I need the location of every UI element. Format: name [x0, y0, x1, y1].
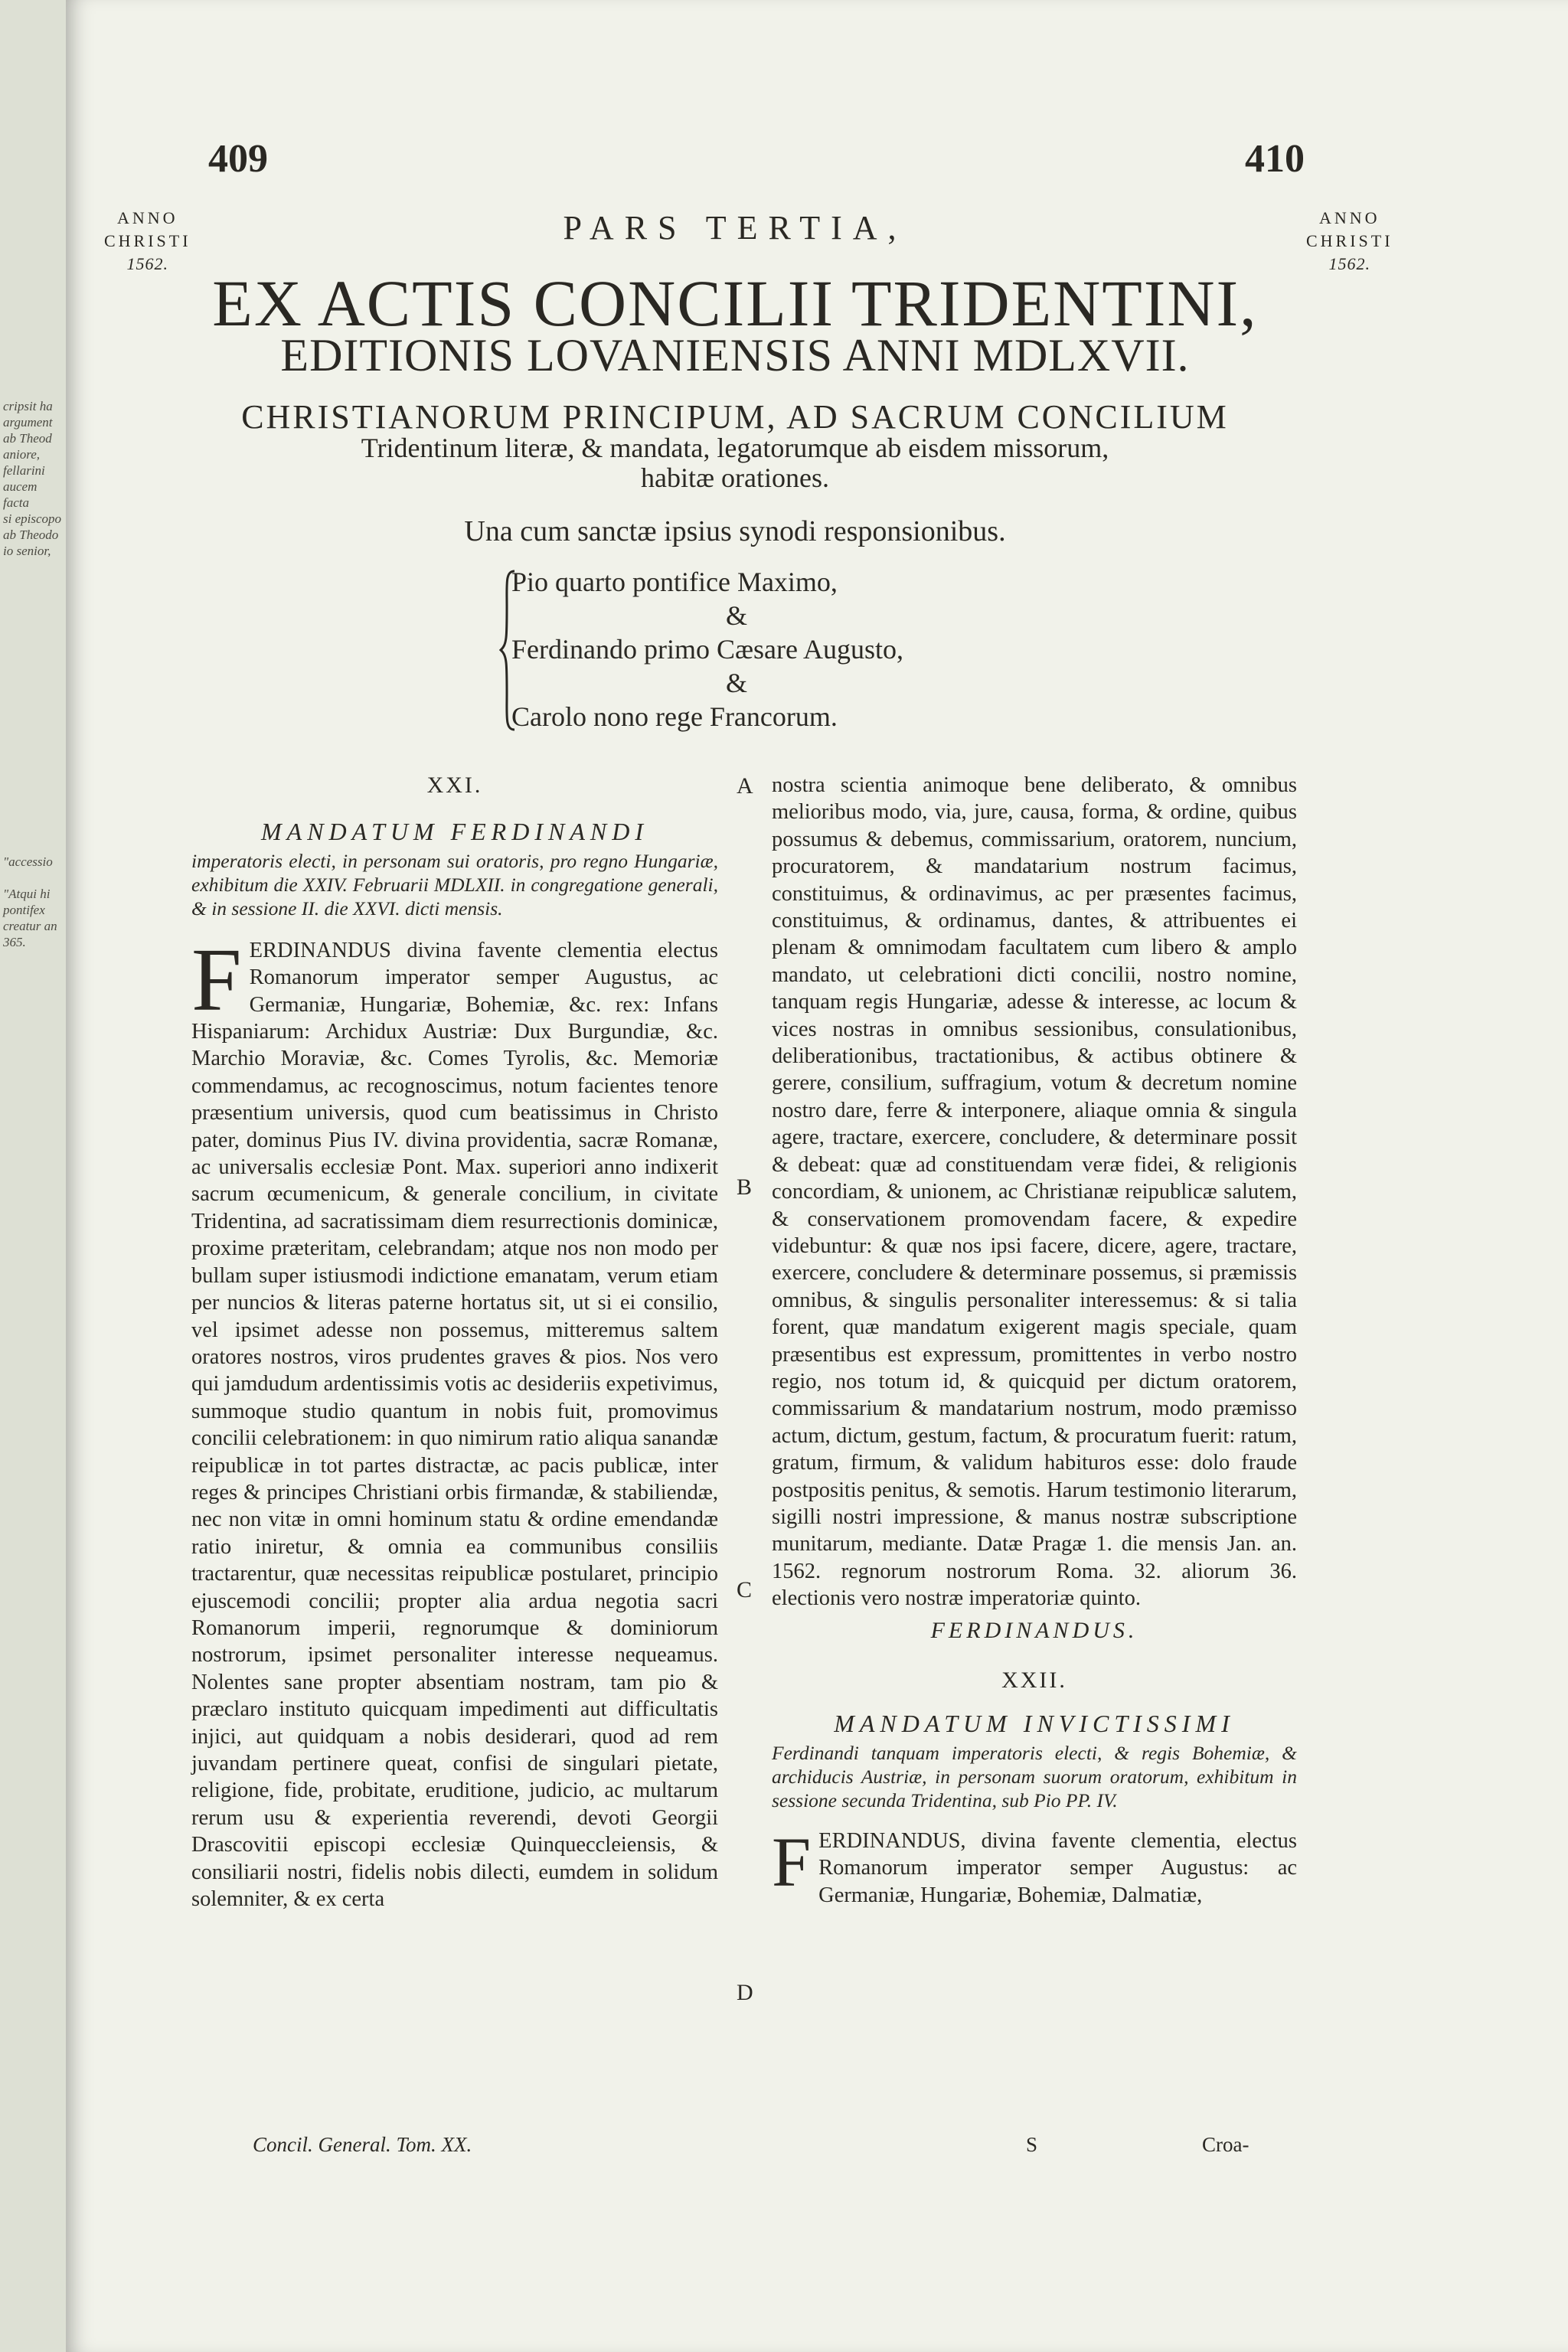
brace-carolus: Carolo nono rege Francorum.: [511, 701, 838, 732]
section-letter-c: C: [737, 1577, 753, 1602]
section-letter-d: D: [737, 1980, 753, 2005]
curly-brace-icon: [499, 568, 516, 733]
folio-left: 409: [208, 137, 268, 181]
signature-ferdinandus: FERDINANDUS.: [930, 1617, 1138, 1643]
brace-ferdinand: Ferdinando primo Cæsare Augusto,: [511, 634, 903, 665]
margin-note-top: cripsit ha argument ab Theod aniore, fellarini aucem facta si episcopo ab Theodo io senior,: [3, 399, 62, 558]
drop-cap-f: F: [191, 929, 242, 1030]
margin-note-middle: "accessio "Atqui hi pontifex creatur an 365.: [3, 854, 57, 949]
drop-cap-f-2: F: [772, 1822, 812, 1901]
folio-right: 410: [1245, 137, 1305, 181]
left-column: [191, 772, 718, 1913]
mandatum-heading-xxii: MANDATUM INVICTISSIMI: [834, 1710, 1235, 1738]
brace-pius: Pio quarto pontifice Maximo,: [511, 567, 838, 597]
brace-amp-1: &: [726, 600, 748, 631]
title-literae: Tridentinum literæ, & mandata, legatorumque ab eisdem missorum,: [361, 433, 1109, 463]
mandatum-heading-xxi: MANDATUM FERDINANDI: [261, 818, 648, 846]
title-principum: CHRISTIANORUM PRINCIPUM, AD SACRUM CONCILIUM: [241, 398, 1229, 436]
mandatum-body-xxii: [772, 1822, 1297, 1909]
anno-right-christi: CHRISTI: [1306, 231, 1393, 250]
addressees-brace: [511, 567, 903, 735]
right-column: [772, 772, 1297, 1909]
title-main: EX ACTIS CONCILII TRIDENTINI,: [212, 266, 1258, 340]
anno-left-christi: CHRISTI: [104, 231, 191, 250]
brace-amp-2: &: [726, 668, 748, 698]
section-letter-b: B: [737, 1174, 753, 1200]
mandatum-subheading-xxi: imperatoris electi, in personam sui oratoris, pro regno Hungariæ, exhibitum die XXIV. Februarii MDLXII. in congregatione generali, & in sessione II. die XXVI. dicti mensis.: [191, 849, 718, 920]
section-number-xxi: XXI.: [426, 773, 483, 798]
title-edition: EDITIONIS LOVANIENSIS ANNI MDLXVII.: [280, 330, 1190, 381]
body-text-continued: nostra scientia animoque bene deliberato, & omnibus melioribus modo, via, jure, causa, forma, & ordine, quibus possumus & debemus, commissarium, oratorem, nuncium, procuratorem, & mandatarium nostrum facimus, constituimus, & ordinavimus, ac per præsentes facimus, constituimus, & ordinamus, dantes, & attribuentes ei plenam & omnimodam facultatem cum libero & amplo mandato, ut celebrationi dicti concilii, nostro nomine, tanquam regis Hungariæ, adesse & interesse, ac locum & vices nostras in omnibus sessionibus, consulationibus, deliberationibus, tractationibus, & actibus obtinere & gerere, consilium, suffragium, votum & decretum nomine nostro dare, ferre & interponere, aliaque omnia & singula agere, tractare, exercere, concludere, & determinare possit & debeat: quæ ad constituendam veræ fidei, & religionis concordiam, & unionem, ac Christianæ reipublicæ salutem, & conservationem promovendam facere, & expedire videbuntur: & quæ nos ipsi facere, dicere, agere, tractare, exercere, concludere & determinare possemus, si præmissis omnibus, & singulis personaliter interessemus: & si talia forent, quæ mandatum exigerent magis speciale, quam præsentibus est expressum, promittentes in verbo nostro regio, nos totum id, & quicquid per dictum oratorem, commissarium & mandatarium nostrum, modo præmisso actum, dictum, gestum, factum, & procuratum fuerit: ratum, gratum, firmum, & validum habituros esse: dolo fraude postpositis penitus, & semotis. Harum testimonio literarum, sigilli nostri impressione, & manus nostræ subscriptione munitarum, mediante. Datæ Pragæ 1. die mensis Jan. an. 1562. regnorum nostrorum Roma. 32. aliorum 36. electionis vero nostræ imperatoriæ quinto.: [772, 773, 1297, 1611]
anno-right-year: 1562.: [1328, 254, 1371, 273]
mandatum-subheading-xxii: Ferdinandi tanquam imperatoris electi, & regis Bohemiæ, & archiducis Austriæ, in personam suorum oratorum, exhibitum in sessione secunda Tridentina, sub Pio PP. IV.: [772, 1741, 1297, 1811]
signature-mark: S: [1026, 2133, 1038, 2156]
footer-concil-general: Concil. General. Tom. XX.: [253, 2133, 472, 2156]
anno-right-word: ANNO: [1319, 208, 1380, 227]
catchword: Croa-: [1202, 2133, 1250, 2156]
mandatum-body-continued: [772, 772, 1297, 1612]
section-letter-a: A: [737, 773, 753, 799]
una-cum-line: Una cum sanctæ ipsius synodi responsionibus.: [464, 515, 1006, 547]
body-text-xxii: ERDINANDUS, divina favente clementia, electus Romanorum imperator semper Augustus: ac Germaniæ, Hungariæ, Bohemiæ, Dalmatiæ,: [818, 1828, 1297, 1907]
section-number-xxii: XXII.: [1001, 1668, 1067, 1693]
anno-left-year: 1562.: [126, 254, 169, 273]
facing-page-strip: [0, 0, 67, 2352]
body-text-xxi: ERDINANDUS divina favente clementia electus Romanorum imperator semper Augustus, ac Germaniæ, Hungariæ, Bohemiæ, &c. rex: Infans Hispaniarum: Archidux Austriæ: Dux Burgundiæ, &c. Marchio Moraviæ, &c. Comes Tyrolis, &c. Memoriæ commendamus, ac recognoscimus, notum facientes tenore præsentium universis, quod cum beatissimus in Christo pater, dominus Pius IV. divina providentia, sacræ Romanæ, ac universalis ecclesiæ Pont. Max. superiori anno indixerit sacrum œcumenicum, & generale concilium, in civitate Tridentina, ad sacratissimam diem resurrectionis dominicæ, proxime præteritam, celebrandam; atque nos non modo per bullam super istiusmodi indictione emanatam, verum etiam per nuncios & literas paterne hortatus sit, ut si ei consilio, vel ipsimet adesse non possemus, mitteremus saltem oratores nostros, viros prudentes graves & pios. Nos vero qui jamdudum ardentissimis votis ac desideriis expetivimus, summoque studio quantum in nobis fuit, promovimus concilii celebrationem: in quo nimirum ratio aliqua sanandæ reipublicæ in tot partes distractæ, ac pacis publicæ, inter reges & principes Christiani orbis firmandæ, & stabiliendæ, nec non vitæ in omni hominum statu & ordine emendandæ ratio iniretur, & omnia ea communibus consiliis tractarentur, quæ necessitas reipublicæ postularet, principio ejuscemodi concilii; propter alia ardua negotia sacri Romanorum imperii, regnorumque & dominiorum nostrorum, ipsimet personaliter interesse nequeamus. Nolentes sane propter absentiam nostram, tam pio & præclaro instituto quicquam impedimenti aut difficultatis injici, aut quidquam a nobis desiderari, quod ad rem juvandam pertinere queat, confisi de singulari pietate, religione, fide, probitate, eruditione, judicio, ac multarum rerum usu & experientia reverendi, devoti Georgii Drascovitii episcopi ecclesiæ Quinqueccleiensis, & consiliarii nostri, fidelis nobis dilecti, eumdem in solidum solemniter, & ex certa: [191, 938, 718, 1912]
anno-left-word: ANNO: [117, 208, 178, 227]
mandatum-body-xxi: [191, 929, 718, 1913]
title-orationes: habitæ orationes.: [641, 462, 829, 493]
pars-tertia: PARS TERTIA,: [563, 209, 907, 247]
